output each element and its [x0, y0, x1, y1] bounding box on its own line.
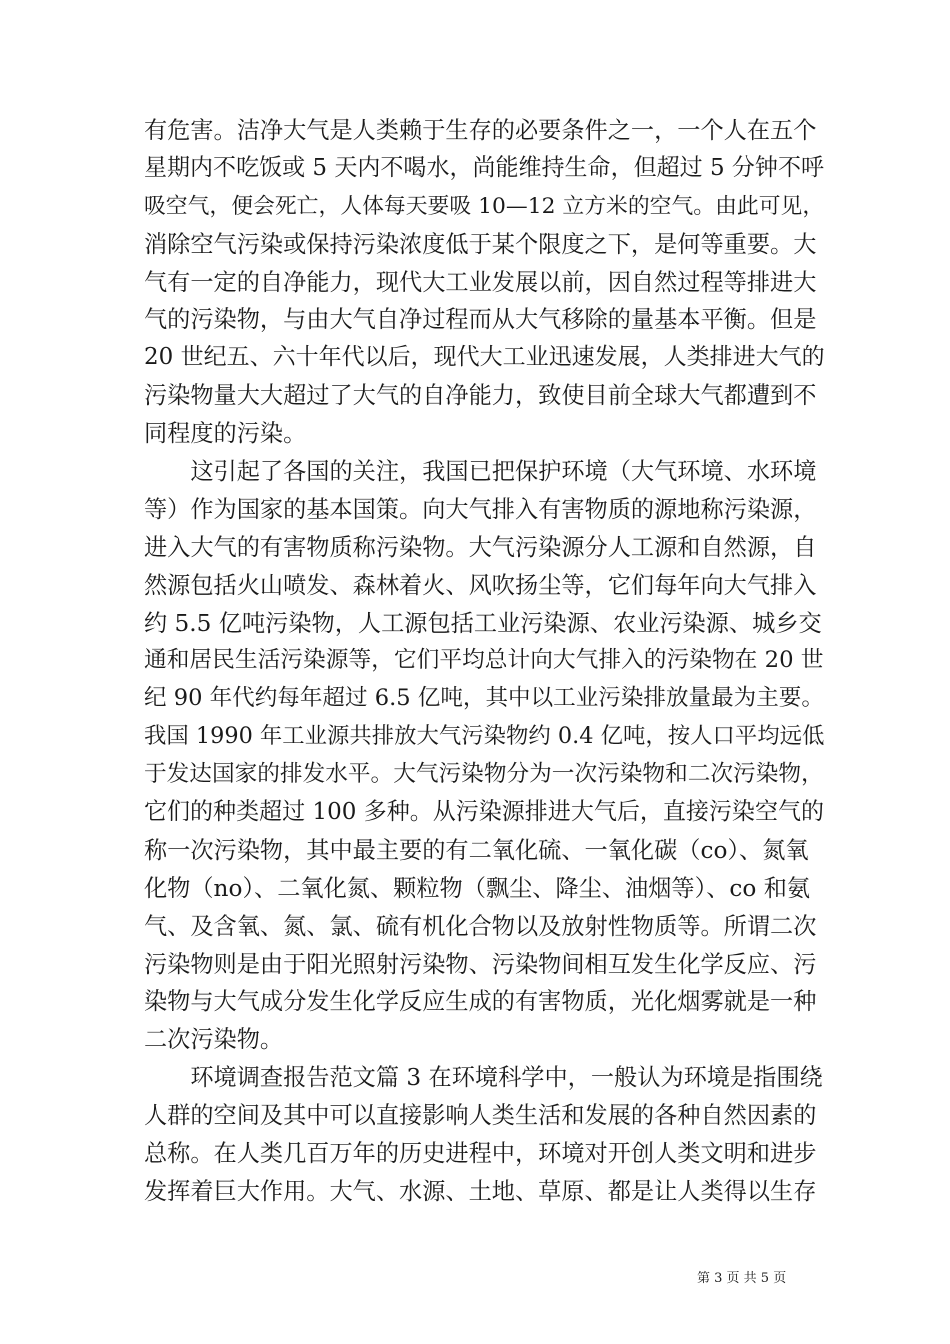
document-body: [144, 112, 825, 1211]
text-line: 然源包括火山喷发、森林着火、风吹扬尘等，它们每年向大气排入: [144, 571, 817, 599]
text-line: 称一次污染物，其中最主要的有二氧化硫、一氧化碳（co）、氮氧: [144, 836, 809, 864]
text-line: 通和居民生活污染源等，它们平均总计向大气排入的污染物在 20 世: [144, 647, 824, 674]
text-line: 纪 90 年代约每年超过 6.5 亿吨，其中以工业污染排放量最为主要。: [144, 685, 824, 712]
text-line: 它们的种类超过 100 多种。从污染源排进大气后，直接污染空气的: [144, 799, 824, 826]
text-line: 我国 1990 年工业源共排放大气污染物约 0.4 亿吨，按人口平均远低: [144, 723, 825, 750]
text-line: 于发达国家的排发水平。大气污染物分为一次污染物和二次污染物，: [144, 761, 824, 788]
text-line: 二次污染物。: [144, 1026, 284, 1054]
text-line: 20 世纪五、六十年代以后，现代大工业迅速发展，人类排进大气的: [144, 344, 825, 371]
text-line: 人群的空间及其中可以直接影响人类生活和发展的各种自然因素的: [144, 1102, 817, 1130]
text-line: 同程度的污染。: [144, 420, 307, 448]
text-line: 这引起了各国的关注，我国已把保护环境（大气环境、水环境: [144, 458, 817, 486]
text-line: 染物与大气成分发生化学反应生成的有害物质，光化烟雾就是一种: [144, 988, 817, 1016]
text-line: 进入大气的有害物质称污染物。大气污染源分人工源和自然源，自: [144, 533, 817, 561]
text-line: 污染物量大大超过了大气的自净能力，致使目前全球大气都遭到不: [144, 382, 817, 410]
text-line: 气有一定的自净能力，现代大工业发展以前，因自然过程等排进大: [144, 268, 817, 296]
text-line: 环境调查报告范文篇 3 在环境科学中，一般认为环境是指围绕: [144, 1064, 823, 1092]
page-number-footer: 第 3 页 共 5 页: [697, 1271, 787, 1286]
text-line: 气、及含氧、氮、氯、硫有机化合物以及放射性物质等。所谓二次: [144, 912, 817, 940]
text-line: 约 5.5 亿吨污染物，人工源包括工业污染源、农业污染源、城乡交: [144, 609, 822, 637]
text-line: 吸空气，便会死亡，人体每天要吸 10—12 立方米的空气。由此可见，: [144, 193, 825, 219]
text-line: 星期内不吃饭或 5 天内不喝水，尚能维持生命，但超过 5 分钟不呼: [144, 154, 824, 181]
text-line: 化物（no）、二氧化氮、颗粒物（飘尘、降尘、油烟等）、co 和氨: [144, 874, 811, 902]
text-line: 总称。在人类几百万年的历史进程中，环境对开创人类文明和进步: [144, 1140, 817, 1168]
text-line: 有危害。洁净大气是人类赖于生存的必要条件之一，一个人在五个: [144, 117, 817, 144]
text-line: 消除空气污染或保持污染浓度低于某个限度之下，是何等重要。大: [144, 230, 817, 258]
text-line: 发挥着巨大作用。大气、水源、土地、草原、都是让人类得以生存: [144, 1177, 817, 1205]
text-line: 污染物则是由于阳光照射污染物、污染物间相互发生化学反应、污: [144, 950, 817, 978]
text-line: 气的污染物，与由大气自净过程而从大气移除的量基本平衡。但是: [144, 306, 817, 334]
text-line: 等）作为国家的基本国策。向大气排入有害物质的源地称污染源，: [144, 495, 817, 523]
